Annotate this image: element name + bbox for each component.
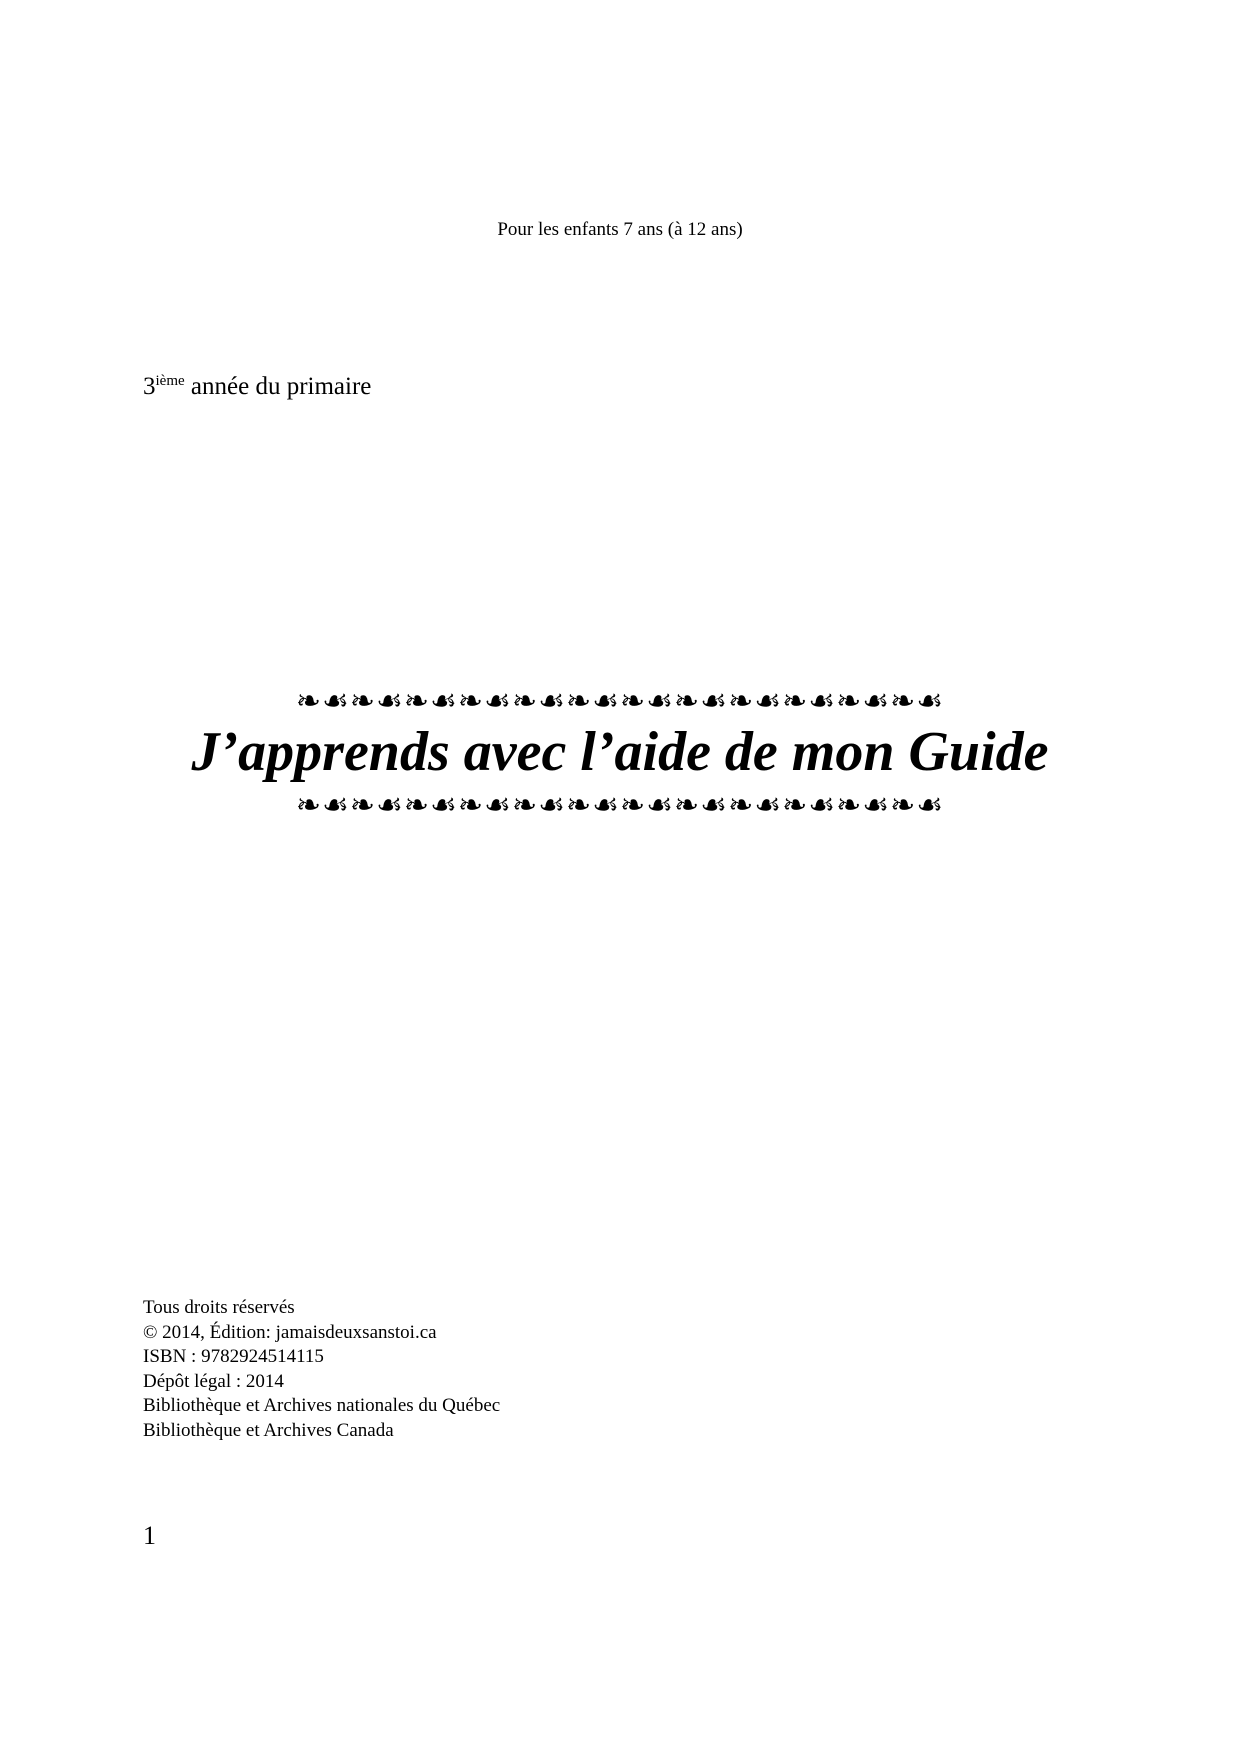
legal-deposit-line: Dépôt légal : 2014 xyxy=(143,1370,284,1392)
fleuron-ornament-bottom-icon: ❧☙❧☙❧☙❧☙❧☙❧☙❧☙❧☙❧☙❧☙❧☙❧☙ xyxy=(295,788,945,823)
grade-line xyxy=(143,372,371,402)
audience-line: Pour les enfants 7 ans (à 12 ans) xyxy=(497,219,743,240)
grade-ordinal-suffix: ième xyxy=(155,373,185,389)
fleuron-ornament-top-icon: ❧☙❧☙❧☙❧☙❧☙❧☙❧☙❧☙❧☙❧☙❧☙❧☙ xyxy=(295,684,945,719)
isbn-line: ISBN : 9782924514115 xyxy=(143,1346,324,1367)
grade-text: année du primaire xyxy=(184,373,372,400)
grade-number: 3 xyxy=(143,373,156,400)
page-title: J’apprends avec l’aide de mon Guide xyxy=(191,721,1049,783)
banq-line: Bibliothèque et Archives nationales du Québec xyxy=(143,1395,501,1416)
rights-reserved-line: Tous droits réservés xyxy=(143,1297,295,1318)
bac-line: Bibliothèque et Archives Canada xyxy=(143,1419,394,1441)
copyright-edition-line: © 2014, Édition: jamaisdeuxsanstoi.ca xyxy=(143,1321,437,1343)
copyright-block xyxy=(143,1296,500,1443)
page-number: 1 xyxy=(143,1521,156,1550)
